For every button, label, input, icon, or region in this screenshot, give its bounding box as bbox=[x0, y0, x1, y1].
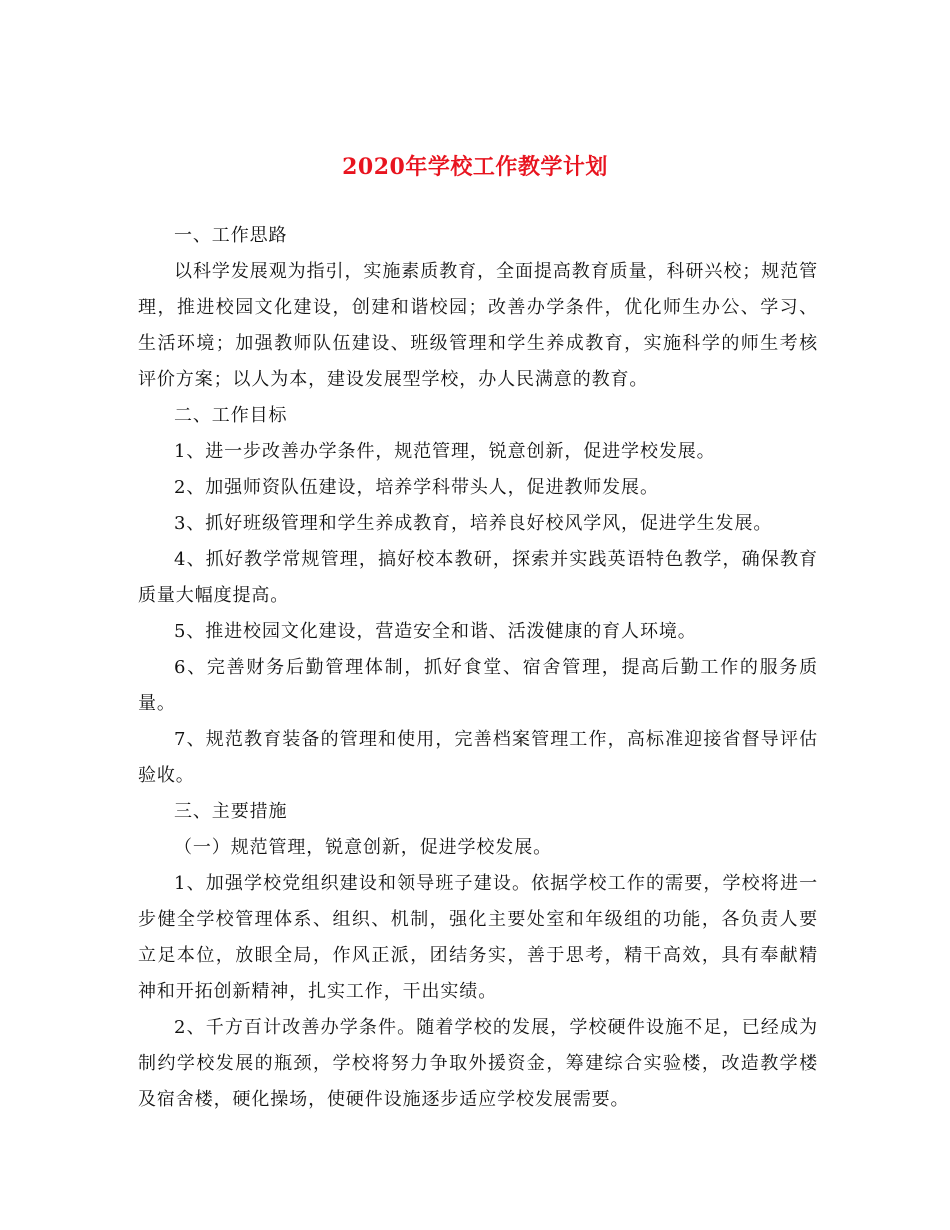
goal-item-6: 6、完善财务后勤管理体制，抓好食堂、宿舍管理，提高后勤工作的服务质量。 bbox=[138, 657, 818, 714]
document-title: 2020年学校工作教学计划 bbox=[342, 153, 608, 180]
paragraph-work-approach: 以科学发展观为指引，实施素质教育，全面提高教育质量，科研兴校；规范管理，推进校园文化建设，创建和谐校园；改善办学条件，优化师生办公、学习、生活环境；加强教师队伍建设、班级管理和学生养成教育，实施科学的师生考核评价方案；以人为本，建设发展型学校，办人民满意的教育。 bbox=[138, 261, 818, 390]
document-body bbox=[138, 218, 818, 1118]
goal-item-4: 4、抓好教学常规管理，搞好校本教研，探索并实践英语特色教学，确保教育质量大幅度提高。 bbox=[138, 549, 818, 606]
heading-work-goals: 二、工作目标 bbox=[174, 405, 288, 426]
heading-main-measures: 三、主要措施 bbox=[174, 801, 288, 822]
goal-item-1: 1、进一步改善办学条件，规范管理，锐意创新，促进学校发展。 bbox=[174, 441, 716, 462]
goal-item-7: 7、规范教育装备的管理和使用，完善档案管理工作，高标准迎接省督导评估验收。 bbox=[138, 729, 818, 786]
measure-item-2: 2、千方百计改善办学条件。随着学校的发展，学校硬件设施不足，已经成为制约学校发展的瓶颈，学校将努力争取外援资金，筹建综合实验楼，改造教学楼及宿舍楼，硬化操场，使硬件设施逐步适应学校发展需要。 bbox=[138, 1017, 818, 1110]
goal-item-2: 2、加强师资队伍建设，培养学科带头人，促进教师发展。 bbox=[174, 477, 659, 498]
subheading-measures-1: （一）规范管理，锐意创新，促进学校发展。 bbox=[174, 837, 552, 858]
heading-work-approach: 一、工作思路 bbox=[174, 225, 288, 246]
goal-item-3: 3、抓好班级管理和学生养成教育，培养良好校风学风，促进学生发展。 bbox=[174, 513, 773, 534]
measure-item-1: 1、加强学校党组织建设和领导班子建设。依据学校工作的需要，学校将进一步健全学校管理体系、组织、机制，强化主要处室和年级组的功能，各负责人要立足本位，放眼全局，作风正派，团结务实，善于思考，精干高效，具有奉献精神和开拓创新精神，扎实工作，干出实绩。 bbox=[138, 873, 818, 1002]
goal-item-5: 5、推进校园文化建设，营造安全和谐、活泼健康的育人环境。 bbox=[174, 621, 697, 642]
